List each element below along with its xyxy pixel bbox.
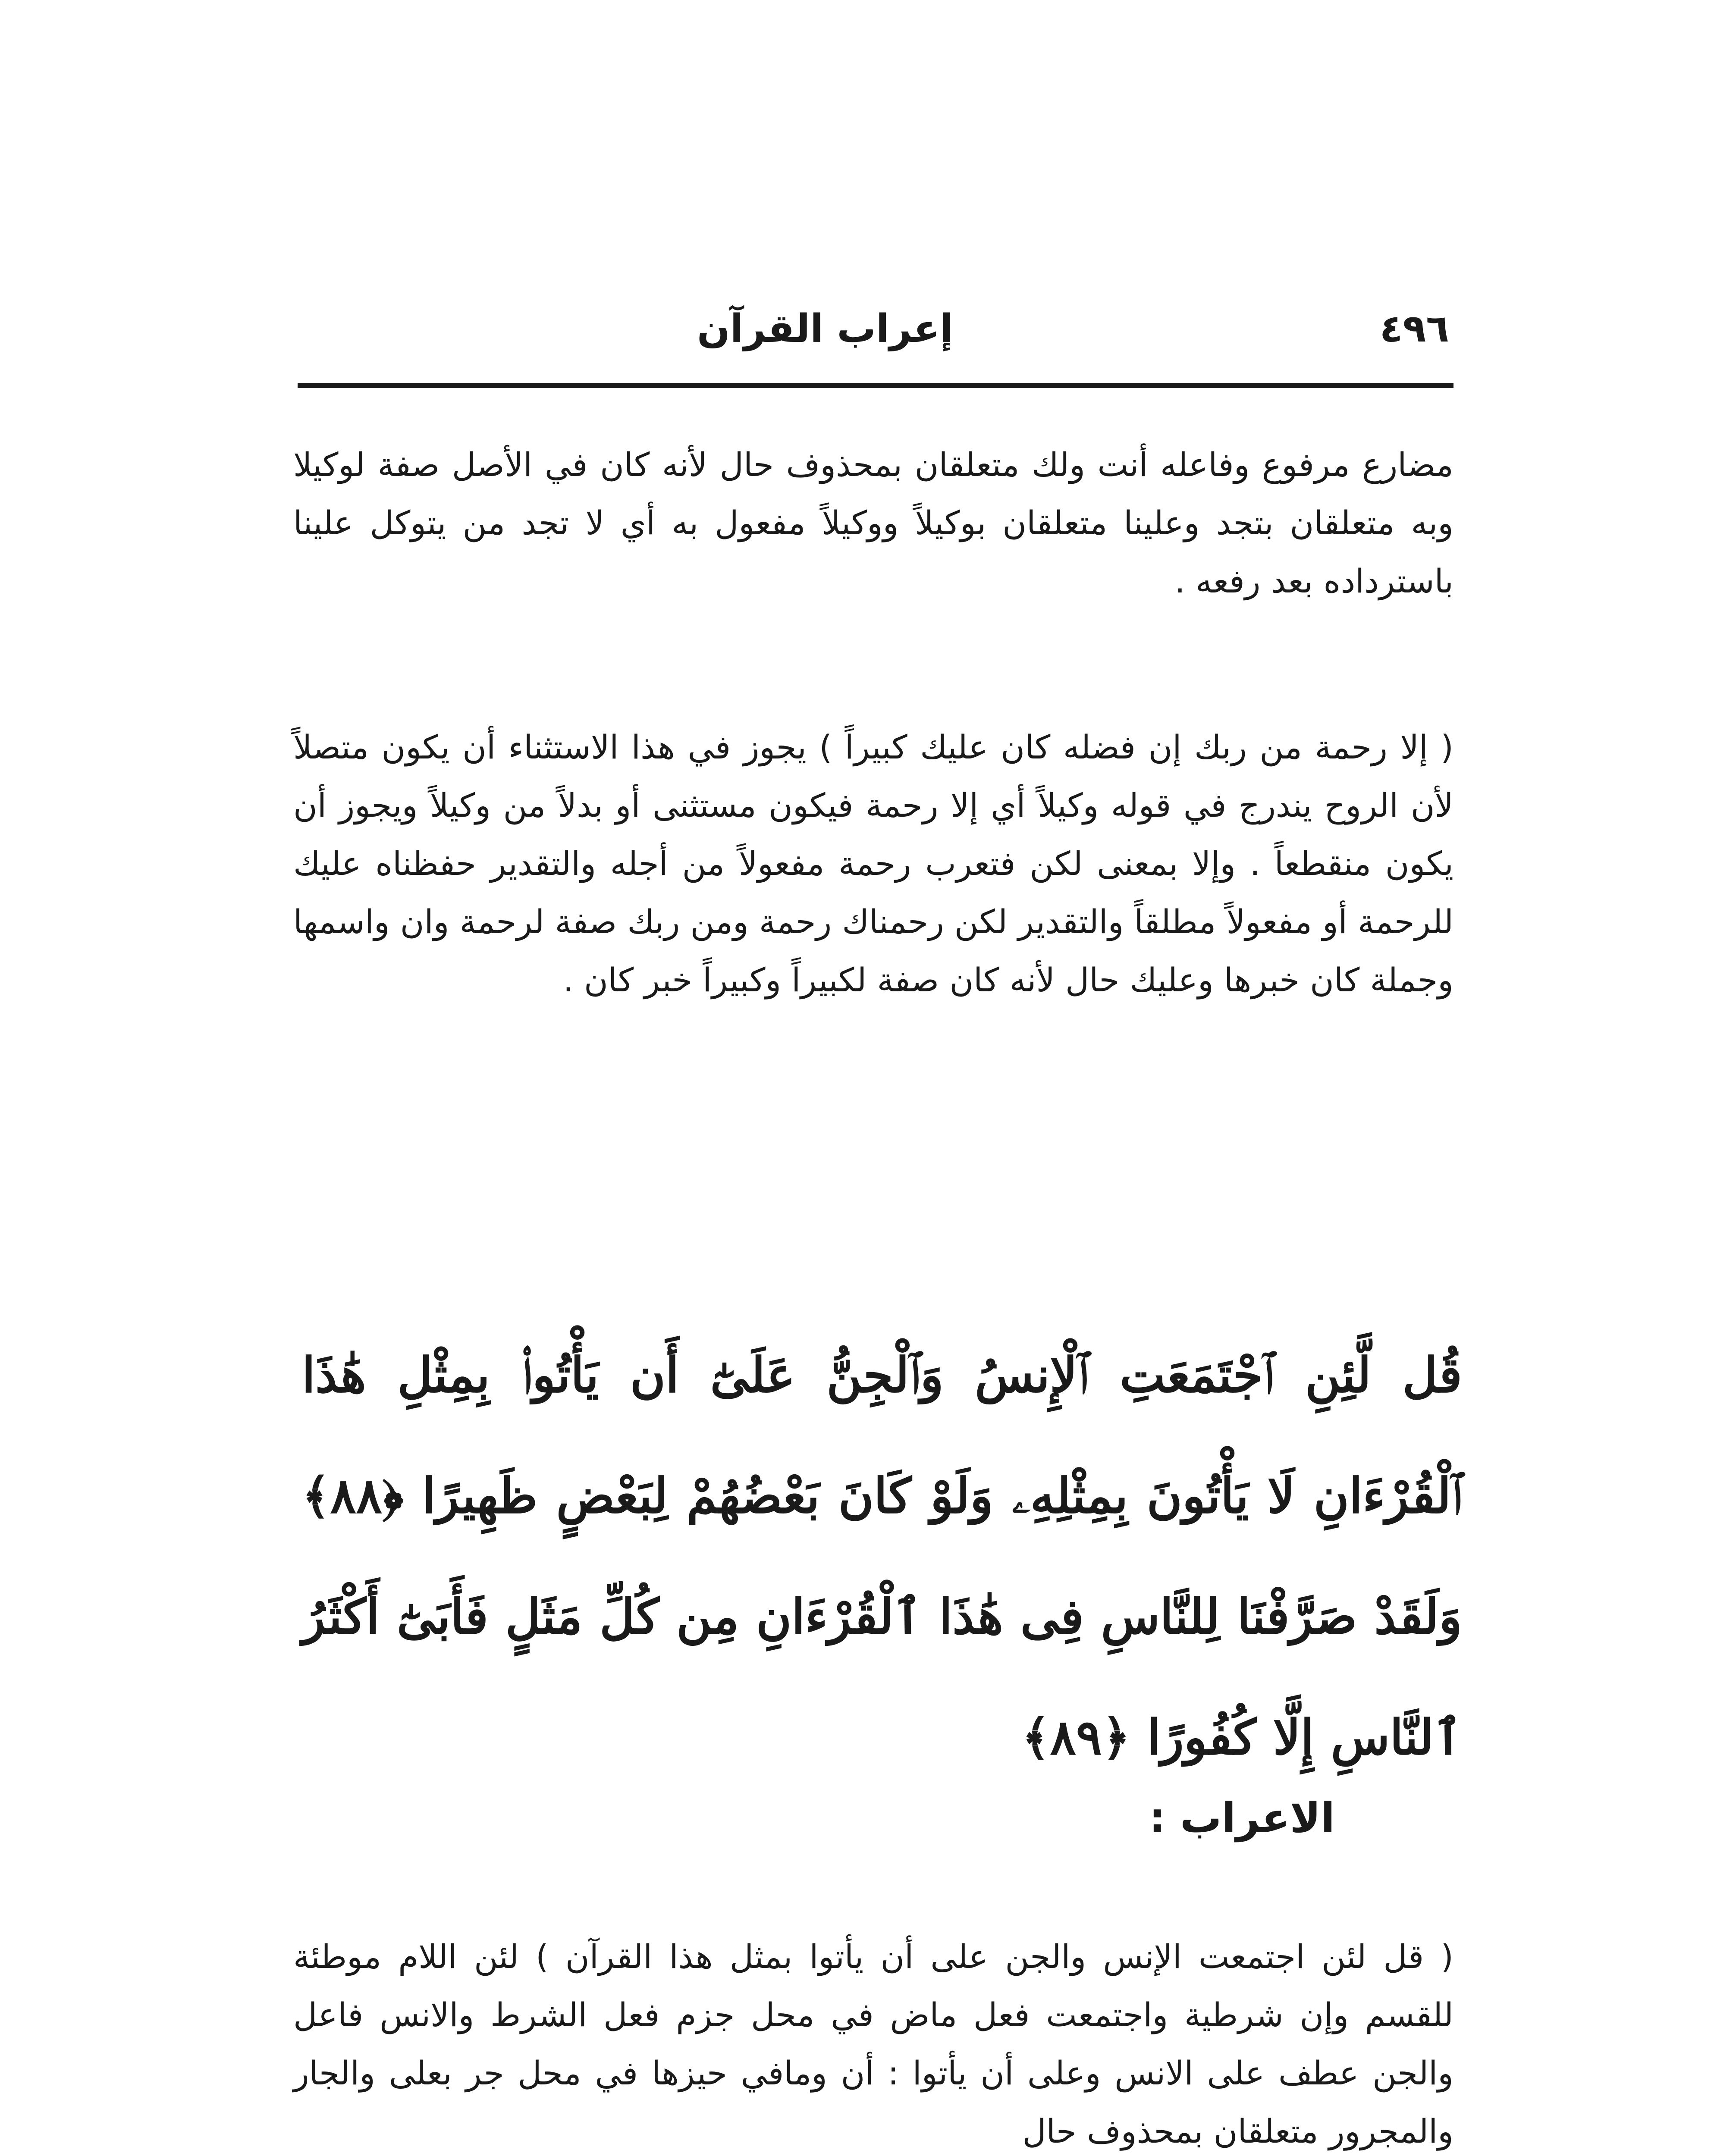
quran-verse: قُل لَّئِنِ ٱجْتَمَعَتِ ٱلْإِنسُ وَٱلْجِنُّ عَلَىٰٓ أَن يَأْتُوا۟ بِمِثْلِ هَٰذَا ٱلْقُرْءَانِ لَا يَأْتُونَ بِمِثْلِهِۦ وَلَوْ كَانَ بَعْضُهُمْ لِبَعْضٍ ظَهِيرًا ﴿٨٨﴾ وَلَقَدْ صَرَّفْنَا لِلنَّاسِ فِى هَٰذَا ٱلْقُرْءَانِ مِن كُلِّ مَثَلٍ فَأَبَىٰٓ أَكْثَرُ ٱلنَّاسِ إِلَّا كُفُورًا ﴿٨٩﴾ bbox=[302, 1347, 1463, 1766]
page-header bbox=[298, 302, 1449, 367]
irab-paragraph: ( قل لئن اجتمعت الإنس والجن على أن يأتوا بمثل هذا القرآن ) لئن اللام موطئة للقسم وإن شرطية واجتمعت فعل ماض في محل جزم فعل الشرط والانس فاعل والجن عطف على الانس وعلى أن يأتوا : أن ومافي حيزها في محل جر بعلى والجار والمجرور متعلقان بمحذوف حال bbox=[293, 1937, 1453, 2150]
section-heading: الاعراب : bbox=[1149, 1794, 1335, 1842]
page-number: ٤٩٦ bbox=[1379, 306, 1449, 351]
paragraph-1: مضارع مرفوع وفاعله أنت ولك متعلقان بمحذوف حال لأنه كان في الأصل صفة لوكيلا وبه متعلقان بتجد وعلينا متعلقان بوكيلاً ووكيلاً مفعول به أي لا تجد من يتوكل علينا باسترداده بعد رفعه . bbox=[293, 445, 1453, 600]
paragraph-2: ( إلا رحمة من ربك إن فضله كان عليك كبيراً ) يجوز في هذا الاستثناء أن يكون متصلاً لأن الروح يندرج في قوله وكيلاً أي إلا رحمة فيكون مستثنى أو بدلاً من وكيلاً ويجوز أن يكون منقطعاً . وإلا بمعنى لكن فتعرب رحمة مفعولاً من أجله والتقدير حفظناه عليك للرحمة أو مفعولاً مطلقاً والتقدير لكن رحمناك رحمة ومن ربك صفة لرحمة وان واسمها وجملة كان خبرها وعليك حال لأنه كان صفة لكبيراً وكبيراً خبر كان . bbox=[293, 728, 1453, 999]
running-title: إعراب القرآن bbox=[697, 306, 953, 351]
header-divider bbox=[298, 383, 1453, 388]
